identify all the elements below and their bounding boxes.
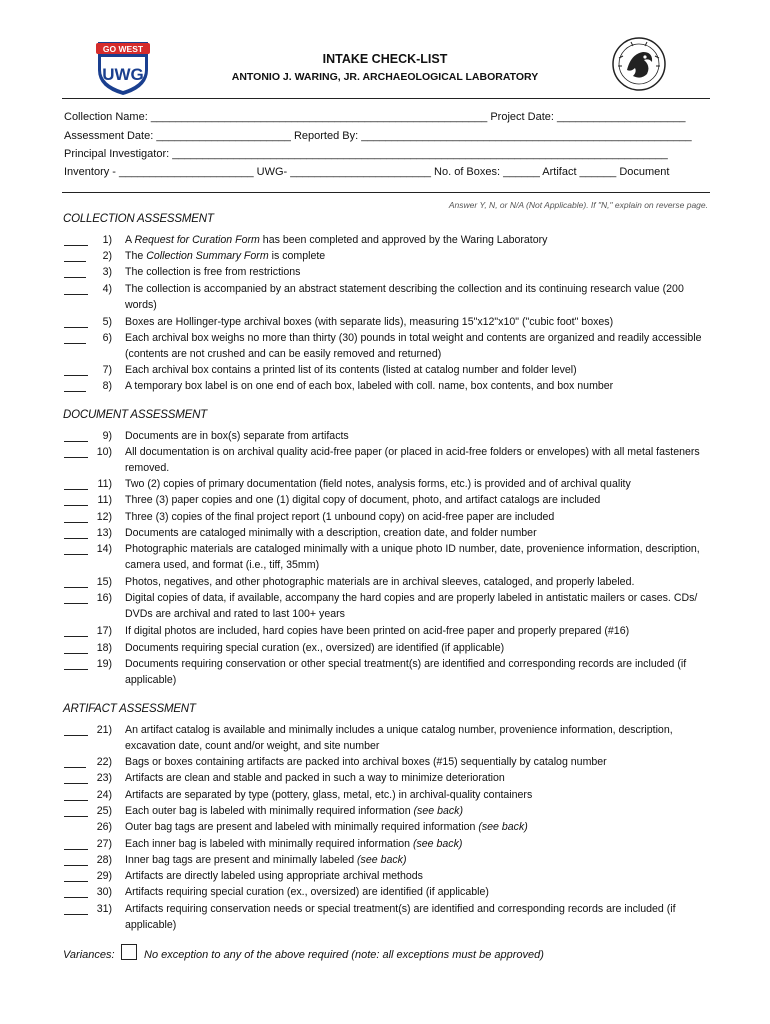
item-number: 3) bbox=[102, 266, 112, 278]
item-text-main: Three (3) paper copies and one (1) digital copy of document, photo, and artifact catalogs are included bbox=[125, 494, 601, 506]
answer-blank[interactable] bbox=[64, 232, 88, 246]
collection-checklist-item bbox=[64, 264, 714, 280]
item-text bbox=[125, 819, 714, 835]
item-text-main: An artifact catalog is available and minimally includes a unique catalog number, provenience information, description, excavation date, count and/or weight, and site number bbox=[125, 724, 673, 753]
item-number: 16) bbox=[96, 592, 112, 604]
answer-blank[interactable] bbox=[64, 281, 88, 295]
item-text-main: Artifacts requiring conservation needs or special treatment(s) are identified and corresponding records are included (if applicable) bbox=[125, 903, 676, 932]
document-checklist-item bbox=[64, 509, 714, 525]
item-text-main: Bags or boxes containing artifacts are packed into archival boxes (#15) sequentially by catalog number bbox=[125, 756, 607, 768]
answer-blank[interactable] bbox=[64, 492, 88, 506]
item-text-main: A bbox=[125, 234, 135, 246]
answer-blank[interactable] bbox=[64, 541, 88, 555]
answer-blank[interactable] bbox=[64, 901, 88, 915]
collection-checklist-item bbox=[64, 314, 714, 330]
item-text-main: Each archival box weighs no more than thirty (30) pounds in total weight and contents are organized and readily accessible (contents are not crushed and can be easily removed and returned) bbox=[125, 332, 702, 361]
item-text-emphasis: Request for Curation Form bbox=[134, 234, 260, 246]
item-number: 11) bbox=[97, 478, 112, 490]
artifact-checklist-item bbox=[64, 754, 714, 770]
answer-blank[interactable] bbox=[64, 444, 88, 458]
item-number: 28) bbox=[96, 854, 112, 866]
uwg-logo bbox=[94, 40, 152, 96]
artifact-checklist-item bbox=[64, 722, 714, 755]
item-text-main: Three (3) copies of the final project report (1 unbound copy) on acid-free paper are included bbox=[125, 511, 555, 523]
document-checklist-item bbox=[64, 574, 714, 590]
document-checklist-item bbox=[64, 428, 714, 444]
item-text-main: Each inner bag is labeled with minimally required information bbox=[125, 838, 413, 850]
item-text bbox=[125, 248, 714, 264]
item-text-emphasis: Collection Summary Form bbox=[146, 250, 269, 262]
artifact-checklist-item bbox=[64, 901, 714, 934]
collection-checklist-item bbox=[64, 248, 714, 264]
collection-assessment-heading: COLLECTION ASSESSMENT bbox=[63, 213, 214, 225]
answer-blank[interactable] bbox=[64, 836, 88, 850]
artifact-checklist-item bbox=[64, 868, 714, 884]
item-number: 24) bbox=[96, 789, 112, 801]
answer-blank[interactable] bbox=[64, 623, 88, 637]
document-checklist-item bbox=[64, 444, 714, 477]
item-number: 19) bbox=[96, 658, 112, 670]
assessment-date-field[interactable]: Assessment Date: ______________________ Reported By: ______________________________________________________ bbox=[64, 130, 692, 142]
page-title: INTAKE CHECK-LIST bbox=[322, 52, 448, 66]
item-text-main: Artifacts are separated by type (pottery, glass, metal, etc.) in archival-quality containers bbox=[125, 789, 533, 801]
item-number: 7) bbox=[102, 364, 112, 376]
page-subtitle: ANTONIO J. WARING, JR. ARCHAEOLOGICAL LABORATORY bbox=[231, 71, 539, 83]
item-text bbox=[125, 803, 714, 819]
item-text bbox=[125, 722, 714, 755]
answer-blank[interactable] bbox=[64, 428, 88, 442]
item-text bbox=[125, 640, 714, 656]
answer-blank[interactable] bbox=[64, 656, 88, 670]
item-number: 10) bbox=[96, 446, 112, 458]
item-text bbox=[125, 770, 714, 786]
document-assessment-heading: DOCUMENT ASSESSMENT bbox=[63, 409, 208, 421]
item-text bbox=[125, 656, 714, 689]
item-text bbox=[125, 754, 714, 770]
item-text bbox=[125, 428, 714, 444]
item-text-main: Documents are in box(s) separate from artifacts bbox=[125, 430, 349, 442]
item-text bbox=[125, 232, 714, 248]
artifact-checklist-item bbox=[64, 787, 714, 803]
item-text-main: Photographic materials are cataloged minimally with a unique photo ID number, date, provenience information, description, camera used, and format (i.e., tiff, 35mm) bbox=[125, 543, 700, 572]
item-text bbox=[125, 264, 714, 280]
item-number: 25) bbox=[96, 805, 112, 817]
item-text bbox=[125, 623, 714, 639]
item-text-main: Documents requiring conservation or other special treatment(s) are identified and corresponding records are included (if applicable) bbox=[125, 658, 687, 687]
item-number: 5) bbox=[102, 316, 112, 328]
document-checklist-item bbox=[64, 541, 714, 574]
document-checklist-item bbox=[64, 476, 714, 492]
item-text bbox=[125, 492, 714, 508]
logo-bottom-text: UWG bbox=[102, 65, 144, 84]
document-checklist-item bbox=[64, 623, 714, 639]
item-text bbox=[125, 525, 714, 541]
item-text bbox=[125, 444, 714, 477]
artifact-checklist-item bbox=[64, 770, 714, 786]
item-number: 4) bbox=[102, 283, 112, 295]
item-text-main: All documentation is on archival quality acid-free paper (or placed in acid-free folders or envelopes) with all metal fasteners removed. bbox=[125, 446, 700, 475]
answer-blank[interactable] bbox=[64, 362, 88, 376]
item-text bbox=[125, 901, 714, 934]
item-number: 31) bbox=[96, 903, 112, 915]
answer-blank[interactable] bbox=[64, 378, 86, 392]
answer-blank[interactable] bbox=[64, 640, 88, 654]
item-text-main: Each archival box contains a printed list of its contents (listed at catalog number and folder level) bbox=[125, 364, 577, 376]
collection-name-field[interactable]: Collection Name: _______________________________________________________ Project Date: _____________________ bbox=[64, 111, 686, 123]
item-text-main: The bbox=[125, 250, 147, 262]
item-text-suffix: has been completed and approved by the Waring Laboratory bbox=[259, 234, 548, 246]
variances-text: No exception to any of the above required (note: all exceptions must be approved) bbox=[144, 949, 544, 961]
item-text-main: If digital photos are included, hard copies have been printed on acid-free paper and properly prepared (#16) bbox=[125, 625, 630, 637]
item-number: 2) bbox=[102, 250, 112, 262]
item-text-main: Inner bag tags are present and minimally labeled bbox=[125, 854, 358, 866]
item-text bbox=[125, 884, 714, 900]
answer-blank[interactable] bbox=[64, 264, 86, 278]
item-text bbox=[125, 314, 714, 330]
item-number: 21) bbox=[96, 724, 112, 736]
item-number: 13) bbox=[96, 527, 112, 539]
item-text-main: Artifacts are clean and stable and packed in such a way to minimize deterioration bbox=[125, 772, 505, 784]
artifact-checklist-item bbox=[64, 884, 714, 900]
item-number: 18) bbox=[96, 642, 112, 654]
item-text-emphasis: (see back) bbox=[357, 854, 407, 866]
item-number: 11) bbox=[97, 494, 112, 506]
variances-label: Variances: bbox=[63, 949, 115, 961]
item-text bbox=[125, 281, 714, 314]
answer-blank[interactable] bbox=[64, 884, 88, 898]
item-text-main: Boxes are Hollinger-type archival boxes (with separate lids), measuring 15"x12"x10" ("cubic foot" boxes) bbox=[125, 316, 614, 328]
item-text bbox=[125, 509, 714, 525]
item-text-main: Each outer bag is labeled with minimally required information bbox=[125, 805, 414, 817]
answer-blank[interactable] bbox=[64, 803, 88, 817]
principal-investigator-field[interactable]: Principal Investigator: _________________________________________________________________________________ bbox=[64, 148, 668, 160]
collection-checklist-item bbox=[64, 330, 714, 363]
artifact-checklist-item bbox=[64, 803, 714, 819]
answer-blank[interactable] bbox=[64, 574, 88, 588]
variances-checkbox[interactable] bbox=[121, 944, 137, 960]
item-text-emphasis: (see back) bbox=[413, 805, 463, 817]
item-text-emphasis: (see back) bbox=[478, 821, 528, 833]
answer-blank[interactable] bbox=[64, 476, 88, 490]
item-number: 29) bbox=[96, 870, 112, 882]
item-text bbox=[125, 787, 714, 803]
collection-checklist-item bbox=[64, 362, 714, 378]
collection-checklist-item bbox=[64, 281, 714, 314]
item-number: 14) bbox=[96, 543, 112, 555]
item-text-main: The collection is free from restrictions bbox=[125, 266, 301, 278]
item-text-main: Digital copies of data, if available, accompany the hard copies and are properly labeled in antistatic mailers or cases. CDs/ DVDs are archival and rated to last 100+ years bbox=[125, 592, 698, 621]
item-text bbox=[125, 574, 714, 590]
item-number: 15) bbox=[96, 576, 112, 588]
answer-blank[interactable] bbox=[64, 722, 88, 736]
answer-blank[interactable] bbox=[64, 248, 86, 262]
item-text-main: Artifacts requiring special curation (ex., oversized) are identified (if applicable) bbox=[125, 886, 489, 898]
item-text-main: Documents are cataloged minimally with a description, creation date, and folder number bbox=[125, 527, 537, 539]
item-text-main: Outer bag tags are present and labeled with minimally required information bbox=[125, 821, 479, 833]
item-number: 27) bbox=[96, 838, 112, 850]
item-text-suffix: is complete bbox=[268, 250, 326, 262]
item-number: 23) bbox=[96, 772, 112, 784]
item-text bbox=[125, 476, 714, 492]
answer-blank[interactable] bbox=[64, 314, 88, 328]
collection-checklist-item bbox=[64, 378, 714, 394]
item-text bbox=[125, 852, 714, 868]
item-text-main: Documents requiring special curation (ex., oversized) are identified (if applicable) bbox=[125, 642, 505, 654]
answer-blank[interactable] bbox=[64, 754, 86, 768]
collection-checklist-item bbox=[64, 232, 714, 248]
item-number: 6) bbox=[102, 332, 112, 344]
item-text bbox=[125, 330, 714, 363]
header-divider bbox=[62, 98, 710, 99]
item-text bbox=[125, 590, 714, 623]
item-text bbox=[125, 868, 714, 884]
artifact-checklist-item bbox=[64, 852, 714, 868]
item-text bbox=[125, 378, 714, 394]
artifact-checklist-item bbox=[64, 836, 714, 852]
item-number: 9) bbox=[102, 430, 112, 442]
logo-top-text: GO WEST bbox=[102, 44, 144, 54]
document-checklist-item bbox=[64, 640, 714, 656]
item-number: 30) bbox=[96, 886, 112, 898]
answer-blank[interactable] bbox=[64, 852, 88, 866]
item-text-main: A temporary box label is on one end of each box, labeled with coll. name, box contents, and box number bbox=[125, 380, 614, 392]
answer-blank[interactable] bbox=[64, 770, 88, 784]
answer-blank[interactable] bbox=[64, 590, 88, 604]
answer-blank[interactable] bbox=[64, 868, 88, 882]
item-text-main: The collection is accompanied by an abstract statement describing the collection and its continuing research value (200 words) bbox=[125, 283, 684, 312]
item-number: 8) bbox=[102, 380, 112, 392]
document-checklist-item bbox=[64, 590, 714, 623]
item-number: 26) bbox=[96, 821, 112, 833]
fields-divider bbox=[62, 192, 710, 193]
document-checklist-item bbox=[64, 656, 714, 689]
document-checklist-item bbox=[64, 525, 714, 541]
item-text bbox=[125, 836, 714, 852]
artifact-checklist-item bbox=[64, 819, 714, 835]
item-text bbox=[125, 541, 714, 574]
item-number: 12) bbox=[96, 511, 112, 523]
item-text-emphasis: (see back) bbox=[412, 838, 463, 850]
item-text-main: Artifacts are directly labeled using appropriate archival methods bbox=[125, 870, 423, 882]
inventory-field[interactable]: Inventory - ______________________ UWG- _______________________ No. of Boxes: ______ Artifact ______ Document bbox=[64, 166, 670, 178]
answer-blank[interactable] bbox=[64, 525, 88, 539]
answer-blank[interactable] bbox=[64, 330, 86, 344]
artifact-assessment-heading: ARTIFACT ASSESSMENT bbox=[63, 703, 196, 715]
instruction-text: Answer Y, N, or N/A (Not Applicable). If "N," explain on reverse page. bbox=[448, 200, 708, 210]
item-number: 22) bbox=[96, 756, 112, 768]
item-number: 1) bbox=[102, 234, 112, 246]
document-checklist-item bbox=[64, 492, 714, 508]
item-number: 17) bbox=[96, 625, 112, 637]
answer-blank[interactable] bbox=[64, 509, 88, 523]
item-text-main: Two (2) copies of primary documentation (field notes, analysis forms, etc.) is provided and of archival quality bbox=[125, 478, 631, 490]
answer-blank[interactable] bbox=[64, 787, 88, 801]
item-text-main: Photos, negatives, and other photographic materials are in archival sleeves, cataloged, and properly labeled. bbox=[125, 576, 635, 588]
item-text bbox=[125, 362, 714, 378]
